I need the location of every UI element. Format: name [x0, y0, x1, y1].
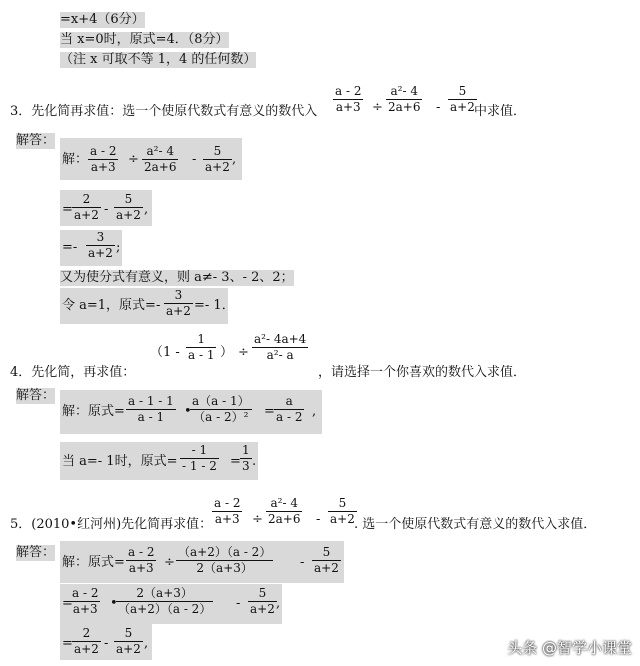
q5-expr-frac3: 5 a+2	[330, 496, 355, 526]
q5-step3-frac1: 2 a+2	[74, 626, 99, 656]
q5-step2-frac1: a - 2 a+3	[72, 586, 99, 616]
q5-step2-frac2: 2（a+3） （a+2）（a - 2）	[118, 586, 212, 616]
q4-step1-frac3: a a - 2	[276, 394, 303, 424]
q3-step1-lead: 解：	[62, 152, 89, 167]
q4-expr-lp: （1 -	[150, 345, 180, 360]
q3-step2-lead: =	[62, 202, 73, 217]
q4-step2-lead: 当 a=- 1时，原式=	[62, 454, 178, 469]
q3-step3-frac1: 3 a+2	[88, 230, 113, 260]
q5-suffix: . 选一个使原代数式有意义的数代入求值．	[354, 517, 597, 532]
q5-prefix: 5．(2010•红河州)先化简再求值：	[10, 517, 213, 532]
q5-expr-op: ÷	[252, 512, 263, 527]
q4-expr-rp: ）	[220, 345, 234, 360]
q4-step1-dot: •	[184, 404, 192, 419]
q4-step1-tail: ,	[312, 404, 317, 419]
q3-step2-minus: -	[104, 202, 109, 217]
q3-step1-frac2: a²- 4 2a+6	[144, 144, 177, 174]
q3-step2-tail: ,	[144, 202, 149, 217]
q5-step1-frac3: 5 a+2	[314, 545, 339, 575]
q5-step1-op: ÷	[164, 555, 175, 570]
q3-step5-lead: 令 a=1，原式=-	[62, 298, 161, 313]
top-line-2: 当 x=0时，原式=4．（8分）	[60, 32, 229, 47]
q3-step5-tail: =- 1．	[194, 298, 235, 313]
q4-step2-frac2: 1 3	[242, 443, 250, 473]
q3-step5-frac1: 3 a+2	[166, 288, 191, 318]
q5-step2-tail: ,	[276, 596, 281, 611]
watermark: 头条 @智学小课堂	[507, 639, 632, 657]
q5-step2-frac3: 5 a+2	[250, 586, 275, 616]
q5-step1-minus: -	[300, 555, 305, 570]
q3-step3-tail: ;	[116, 240, 121, 255]
q5-step2-lead: =	[62, 596, 73, 611]
q5-step2-minus: -	[236, 596, 241, 611]
q4-suffix: ，请选择一个你喜欢的数代入求值．	[318, 365, 527, 380]
q3-step4: 又为使分式有意义，则 a≠- 3、- 2、2；	[60, 270, 294, 285]
q3-step1-tail: ,	[232, 152, 237, 167]
q3-step1-op: ÷	[128, 152, 139, 167]
q3-expr-minus: -	[436, 100, 441, 115]
q5-step3-lead: =	[62, 636, 73, 651]
q5-expr-minus: -	[316, 512, 321, 527]
q5-expr-frac1: a - 2 a+3	[214, 496, 241, 526]
q3-suffix: 中求值．	[474, 104, 527, 119]
q5-step3-frac2: 5 a+2	[116, 626, 141, 656]
q4-expr-frac1: 1 a - 1	[188, 332, 215, 362]
q3-expr-op: ÷	[372, 100, 383, 115]
q3-expr-frac3: 5 a+2	[450, 84, 475, 114]
q3-step3-lead: =-	[62, 240, 78, 255]
q3-step2-frac1: 2 a+2	[74, 192, 99, 222]
q5-step1-frac1: a - 2 a+3	[128, 545, 155, 575]
q3-expr-frac2: a²- 4 2a+6	[388, 84, 421, 114]
q4-step1-lead: 解：原式=	[62, 404, 125, 419]
q3-prefix: 3．先化简再求值：选一个使原代数式有意义的数代入	[10, 104, 318, 119]
q3-step1-frac3: 5 a+2	[205, 144, 230, 174]
q4-step1-frac2: a（a - 1） （a - 2）²	[192, 394, 250, 424]
q3-step1-frac1: a - 2 a+3	[90, 144, 117, 174]
q4-step2-tail: .	[252, 454, 257, 469]
q4-expr-frac2: a²- 4a+4 a²- a	[254, 332, 307, 362]
q5-step2-dot: •	[110, 596, 118, 611]
top-line-1: =x+4（6分）	[60, 12, 145, 27]
q5-answer-label: 解答：	[16, 545, 56, 560]
q5-step3-tail: ,	[144, 636, 149, 651]
q4-step2-eq: =	[230, 454, 241, 469]
q4-step2-frac1: - 1 - 1 - 2	[182, 443, 217, 473]
q4-expr-op: ÷	[238, 345, 249, 360]
q4-step1-eq: =	[264, 404, 275, 419]
q3-expr-frac1: a - 2 a+3	[335, 84, 362, 114]
q4-prefix: 4．先化简，再求值：	[10, 365, 136, 380]
q5-step1-lead: 解：原式=	[62, 555, 125, 570]
q3-step2-frac2: 5 a+2	[116, 192, 141, 222]
q4-answer-label: 解答：	[16, 388, 56, 403]
q3-step1-minus: -	[192, 152, 197, 167]
top-line-3: （注 x 可取不等 1，4 的任何数）	[60, 52, 257, 67]
q3-answer-label: 解答：	[16, 133, 56, 148]
q4-step1-frac1: a - 1 - 1 a - 1	[128, 394, 174, 424]
q5-step3-minus: -	[104, 636, 109, 651]
q5-expr-frac2: a²- 4 2a+6	[268, 496, 301, 526]
q5-step1-frac2: （a+2）（a - 2） 2（a+3）	[178, 545, 272, 575]
